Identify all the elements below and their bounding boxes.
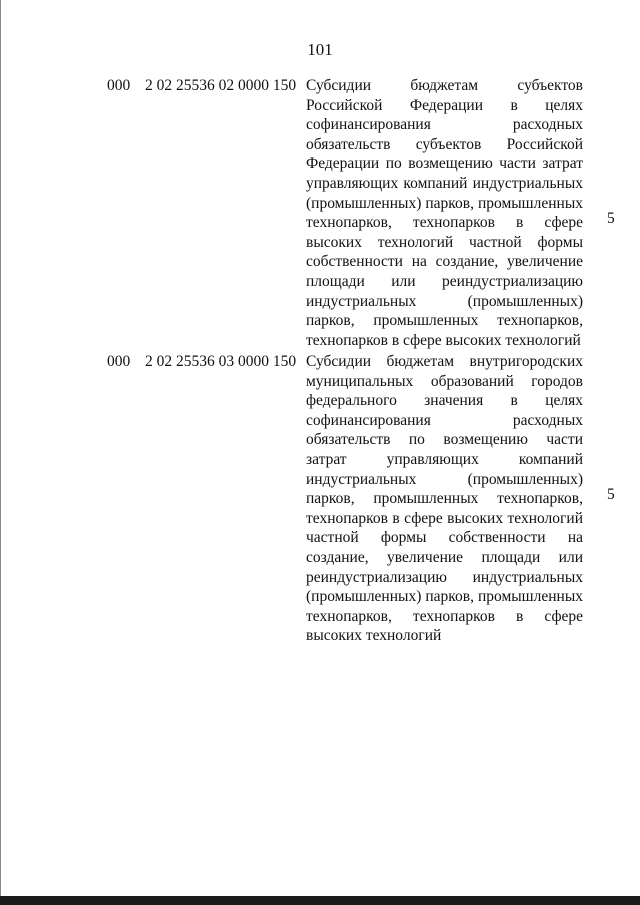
scan-bottom-edge [0,896,640,905]
budget-classification-code: 2 02 25536 02 0000 150 [145,77,297,94]
budget-classification-code: 2 02 25536 03 0000 150 [145,353,297,370]
norm-percent: 5 [607,486,615,503]
norm-percent: 5 [607,210,615,227]
income-description: Субсидии бюджетам внутригородских муниципальных образований городов федерального значения в целях софинансирования расходных обязательств по возмещению части затрат управляющих компаний индустриальных (промышленных) парков, промышленных технопарков, технопарков в сфере высоких технологий частной формы собственности на создание, увеличение площади или реиндустриализацию индустриальных (промышленных) парков, промышленных технопарков, технопарков в сфере высоких технологий [306,353,583,645]
income-description: Субсидии бюджетам субъектов Российской Федерации в целях софинансирования расходных обязательств субъектов Российской Федерации по возмещению части затрат управляющих компаний индустриальных (промышленных) парков, промышленных технопарков, технопарков в сфере высоких технологий частной формы собственности на создание, увеличение площади или реиндустриализацию индустриальных (промышленных) парков, промышленных технопарков, технопарков в сфере высоких технологий [306,77,583,349]
admin-code: 000 [107,353,131,370]
admin-code: 000 [107,77,131,94]
page-number: 101 [307,40,333,59]
scan-left-edge [0,0,1,905]
